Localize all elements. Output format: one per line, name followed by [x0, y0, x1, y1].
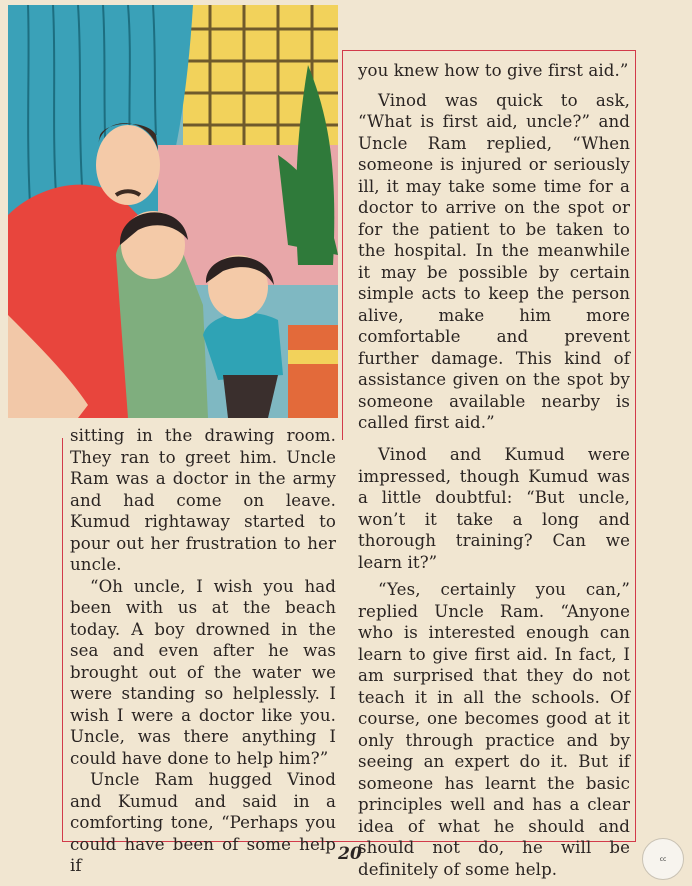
paragraph: Uncle Ram hugged Vinod and Kumud and said in a comforting tone, “Perhaps you could have been of some help if: [70, 770, 336, 875]
story-column-top-right: [358, 60, 630, 434]
paragraph: sitting in the drawing room. They ran to greet him. Uncle Ram was a doctor in the army and had come on leave. Kumud rightaway started to pour out her frustration to her uncle.: [70, 426, 336, 574]
story-column-left: [70, 425, 336, 877]
watermark-text: cc: [659, 855, 667, 863]
paragraph: Vinod was quick to ask, “What is first aid, uncle?” and Uncle Ram replied, “When someone is injured or seriously ill, it may take some time for a doctor to arrive on the spot or for the patient to be taken to the hospital. In the meanwhile it may be possible by certain simple acts to keep the person alive, make him more comfortable and prevent further damage. This kind of assistance given on the spot by someone available nearby is called first aid.”: [358, 90, 630, 432]
story-column-right: [358, 444, 630, 880]
paragraph: Vinod and Kumud were impressed, though Kumud was a little doubtful: “But uncle, won’t it take a long and thorough training? Can we learn it?”: [358, 445, 630, 572]
watermark-badge: [642, 838, 684, 880]
paragraph: “Oh uncle, I wish you had been with us at the beach today. A boy drowned in the sea and even after he was brought out of the water we were standing so helplessly. I wish I were a doctor like you. Uncle, was there anything I could have done to help him?”: [70, 576, 336, 768]
page-number: 20: [338, 844, 362, 864]
illustration: [8, 5, 338, 418]
paragraph: “Yes, certainly you can,” replied Uncle Ram. “Anyone who is interested enough can learn to give first aid. In fact, I am surprised that they do not teach it in all the schools. Of course, one becomes good at it only through practice and by seeing an expert do it. But if someone has learnt the basic principles well and has a clear idea of what he should and should not do, he will be definitely of some help.: [358, 580, 630, 879]
paragraph: you knew how to give first aid.”: [358, 61, 629, 80]
